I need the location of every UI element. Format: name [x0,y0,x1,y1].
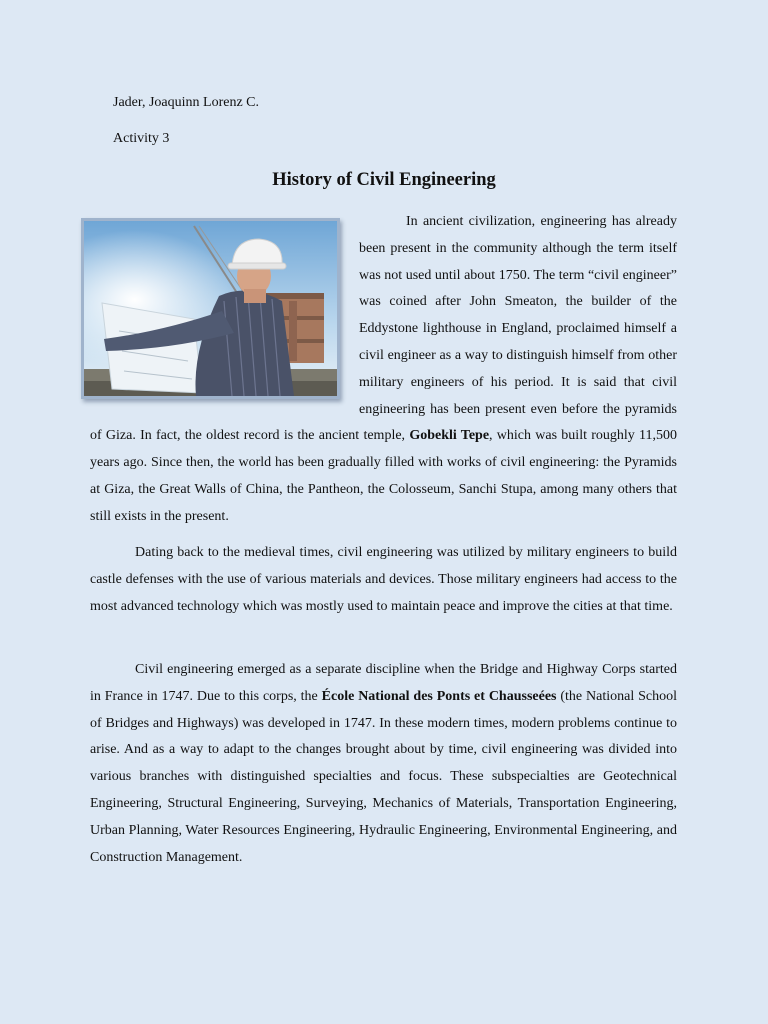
author-name: Jader, Joaquinn Lorenz C. [113,95,260,110]
ecole-name-bold: École National des Ponts et Chausseées [321,688,557,704]
gobekli-tepe-bold: Gobekli Tepe [409,428,490,444]
document-title: History of Civil Engineering [272,170,496,190]
paragraph-3-text-b: (the National School of Bridges and Highways) was developed in 1747. In these modern times, modern problems continue to arise. And as a way to adapt to the changes brought about by time, civil engineering was divided into various branches with distinguished specialties and focus. These subspecialties are Geotechnical Engineering, Structural Engineering, Surveying, Mechanics of Materials, Transportation Engineering, Urban Planning, Water Resources Engineering, Hydraulic Engineering, Environmental Engineering, and Construction Management. [90,688,677,865]
photo-wrap-spacer [90,209,359,402]
paragraph-3 [90,657,677,871]
paragraph-2-text: Dating back to the medieval times, civil engineering was utilized by military engineers to build castle defenses with the use of various materials and devices. Those military engineers had access to the most advanced technology which was mostly used to maintain peace and improve the cities at that time. [90,545,677,614]
paragraph-2 [90,540,677,620]
activity-label: Activity 3 [113,131,170,146]
paragraph-3-body [90,657,677,871]
paragraph-1-text-a: In ancient civilization, engineering has already been present in the community although the term itself was not used until about 1750. The term “civil engineer” was coined after John Smeaton, the builder of the Eddystone lighthouse in England, proclaimed himself a civil engineer as a way to distinguish himself from other military engineers of his period. It is said that civil engineering has been present even before the pyramids of Giza. In fact, the oldest record is the ancient temple, [90,214,677,444]
paragraph-1-text-b: , which was built roughly 11,500 years ago. Since then, the world has been gradually filled with works of civil engineering: the Pyramids at Giza, the Great Walls of China, the Pantheon, the Colosseum, Sanchi Stupa, among many others that still exists in the present. [90,428,678,524]
paragraph-1 [90,209,677,531]
paragraph-3-text-a: Civil engineering emerged as a separate discipline when the Bridge and Highway Corps started in France in 1747. Due to this corps, the [90,662,677,704]
